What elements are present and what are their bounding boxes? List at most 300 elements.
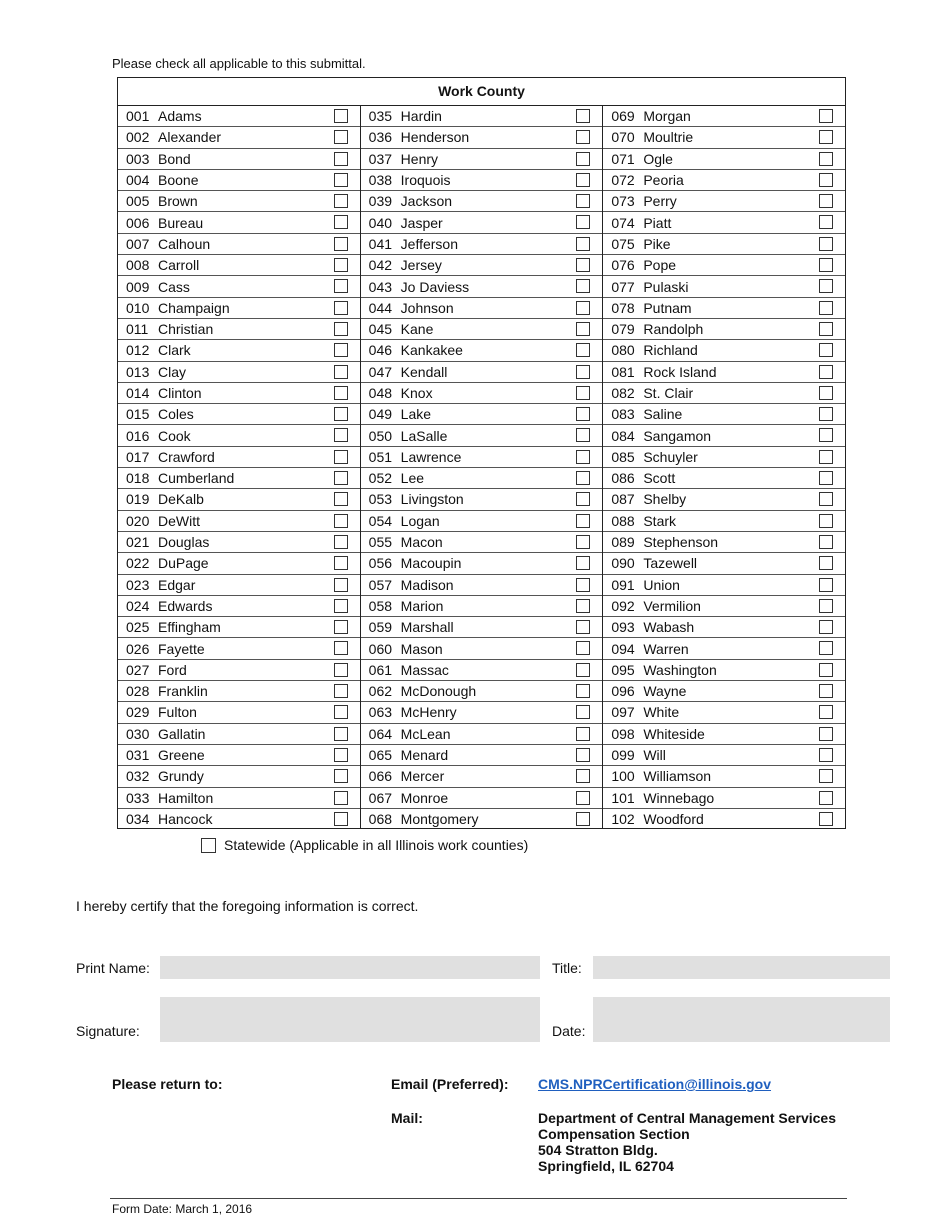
statewide-checkbox[interactable]	[201, 838, 216, 853]
county-checkbox[interactable]	[819, 791, 833, 805]
county-name: Putnam	[643, 299, 692, 316]
county-row	[118, 149, 360, 170]
county-name: Carroll	[158, 257, 200, 274]
county-row	[118, 106, 360, 127]
county-code: 064	[368, 725, 393, 742]
county-checkbox[interactable]	[334, 428, 348, 442]
county-code: 084	[611, 427, 635, 444]
county-name: Kane	[400, 321, 434, 338]
county-name: Gallatin	[158, 725, 206, 742]
county-checkbox[interactable]	[819, 407, 833, 421]
county-row	[361, 553, 603, 574]
county-code: 098	[611, 725, 635, 742]
county-row	[118, 553, 360, 574]
county-name: Woodford	[643, 810, 704, 827]
county-checkbox[interactable]	[576, 791, 590, 805]
county-checkbox[interactable]	[576, 663, 590, 677]
county-code: 028	[126, 683, 150, 700]
county-row	[118, 404, 360, 425]
county-row	[603, 170, 845, 191]
county-checkbox[interactable]	[819, 343, 833, 357]
county-checkbox[interactable]	[576, 812, 590, 826]
county-name: Grundy	[158, 768, 204, 785]
county-name: Rock Island	[643, 363, 717, 380]
county-checkbox[interactable]	[576, 428, 590, 442]
county-name: Pope	[643, 257, 677, 274]
county-row	[603, 149, 845, 170]
county-name: Clinton	[158, 385, 202, 401]
county-checkbox[interactable]	[334, 705, 348, 719]
county-name: Shelby	[643, 491, 687, 508]
county-name: Champaign	[158, 299, 230, 316]
county-checkbox[interactable]	[576, 471, 590, 485]
county-code: 035	[368, 108, 393, 125]
county-name: Stephenson	[643, 534, 719, 551]
county-name: Brown	[158, 193, 198, 210]
county-checkbox[interactable]	[576, 322, 590, 336]
email-label: Email (Preferred):	[391, 1076, 509, 1092]
county-checkbox[interactable]	[576, 599, 590, 613]
county-name: Pulaski	[643, 278, 689, 295]
county-row	[361, 702, 603, 723]
county-row	[361, 724, 603, 745]
statewide-option[interactable]	[201, 837, 528, 853]
county-checkbox[interactable]	[576, 769, 590, 783]
county-row	[118, 234, 360, 255]
county-code: 051	[368, 448, 393, 465]
county-checkbox[interactable]	[819, 130, 833, 144]
county-checkbox[interactable]	[819, 194, 833, 208]
county-row	[603, 255, 845, 276]
county-checkbox[interactable]	[819, 769, 833, 783]
county-row	[118, 276, 360, 297]
county-name: Madison	[400, 576, 454, 593]
county-row	[361, 425, 603, 446]
county-name: Lawrence	[400, 448, 462, 465]
county-checkbox[interactable]	[576, 215, 590, 229]
county-name: Logan	[400, 512, 440, 529]
county-name: Will	[643, 747, 666, 764]
county-row	[603, 681, 845, 702]
county-checkbox[interactable]	[819, 492, 833, 506]
county-row	[118, 447, 360, 468]
county-checkbox[interactable]	[334, 599, 348, 613]
county-code: 011	[126, 321, 149, 338]
county-name: Jersey	[400, 257, 442, 274]
county-checkbox[interactable]	[334, 727, 348, 741]
county-checkbox[interactable]	[576, 301, 590, 315]
county-checkbox[interactable]	[576, 641, 590, 655]
county-name: Wayne	[643, 683, 687, 700]
county-row	[118, 127, 360, 148]
county-row	[603, 766, 845, 787]
county-code: 048	[368, 385, 393, 401]
county-checkbox[interactable]	[334, 279, 348, 293]
county-checkbox[interactable]	[334, 301, 348, 315]
county-checkbox[interactable]	[819, 641, 833, 655]
county-code: 058	[368, 597, 393, 614]
county-checkbox[interactable]	[819, 663, 833, 677]
county-row	[118, 766, 360, 787]
county-row	[361, 788, 603, 809]
county-row	[603, 511, 845, 532]
county-name: Edwards	[158, 597, 213, 614]
county-checkbox[interactable]	[819, 279, 833, 293]
county-row	[118, 809, 360, 829]
county-checkbox[interactable]	[334, 492, 348, 506]
county-row	[118, 468, 360, 489]
county-checkbox[interactable]	[576, 727, 590, 741]
county-row	[603, 362, 845, 383]
county-checkbox[interactable]	[819, 215, 833, 229]
county-code: 043	[368, 278, 393, 295]
county-code: 063	[368, 704, 393, 721]
instruction-text: Please check all applicable to this submittal.	[112, 56, 366, 71]
county-checkbox[interactable]	[334, 556, 348, 570]
county-checkbox[interactable]	[334, 812, 348, 826]
county-checkbox[interactable]	[576, 684, 590, 698]
county-checkbox[interactable]	[576, 705, 590, 719]
county-checkbox[interactable]	[819, 684, 833, 698]
county-checkbox[interactable]	[819, 386, 833, 400]
county-code: 068	[368, 810, 393, 827]
county-name: Peoria	[643, 172, 684, 189]
county-checkbox[interactable]	[334, 450, 348, 464]
county-row	[603, 575, 845, 596]
county-name: Piatt	[643, 214, 672, 231]
county-row	[603, 319, 845, 340]
county-row	[361, 809, 603, 829]
county-checkbox[interactable]	[334, 663, 348, 677]
county-name: Union	[643, 576, 680, 593]
county-code: 019	[126, 491, 150, 508]
county-checkbox[interactable]	[819, 578, 833, 592]
county-code: 022	[126, 555, 150, 572]
county-row	[603, 489, 845, 510]
county-checkbox[interactable]	[576, 237, 590, 251]
county-row	[118, 383, 360, 404]
county-name: LaSalle	[400, 427, 448, 444]
county-code: 015	[126, 406, 150, 423]
county-row	[361, 106, 603, 127]
county-checkbox[interactable]	[334, 748, 348, 762]
county-checkbox[interactable]	[576, 365, 590, 379]
county-name: Bond	[158, 150, 191, 167]
county-row	[603, 276, 845, 297]
county-checkbox[interactable]	[334, 535, 348, 549]
county-checkbox[interactable]	[334, 641, 348, 655]
county-row	[118, 681, 360, 702]
county-checkbox[interactable]	[334, 769, 348, 783]
county-checkbox[interactable]	[819, 152, 833, 166]
county-checkbox[interactable]	[819, 514, 833, 528]
county-name: Richland	[643, 342, 698, 359]
county-code: 038	[368, 172, 393, 189]
county-checkbox[interactable]	[334, 471, 348, 485]
county-name: DeWitt	[158, 512, 200, 529]
county-name: Massac	[400, 661, 449, 678]
county-code: 078	[611, 299, 635, 316]
county-checkbox[interactable]	[576, 620, 590, 634]
county-row	[361, 234, 603, 255]
county-checkbox[interactable]	[334, 684, 348, 698]
county-code: 036	[368, 129, 393, 146]
county-row	[361, 362, 603, 383]
county-checkbox[interactable]	[334, 343, 348, 357]
county-checkbox[interactable]	[334, 258, 348, 272]
county-checkbox[interactable]	[576, 152, 590, 166]
county-code: 007	[126, 235, 150, 252]
county-code: 013	[126, 363, 150, 380]
county-code: 016	[126, 427, 150, 444]
county-checkbox[interactable]	[819, 301, 833, 315]
county-row	[603, 617, 845, 638]
county-row	[361, 575, 603, 596]
county-checkbox[interactable]	[576, 514, 590, 528]
county-code: 070	[611, 129, 635, 146]
county-row	[603, 340, 845, 361]
county-checkbox[interactable]	[819, 556, 833, 570]
county-row	[603, 702, 845, 723]
county-code: 076	[611, 257, 635, 274]
county-code: 045	[368, 321, 393, 338]
county-code: 030	[126, 725, 150, 742]
county-code: 075	[611, 235, 635, 252]
county-checkbox[interactable]	[819, 471, 833, 485]
county-code: 053	[368, 491, 393, 508]
county-row	[118, 255, 360, 276]
county-checkbox[interactable]	[576, 556, 590, 570]
county-checkbox[interactable]	[334, 578, 348, 592]
county-code: 037	[368, 150, 393, 167]
county-code: 061	[368, 661, 393, 678]
print-name-field[interactable]	[160, 956, 540, 979]
county-row	[603, 660, 845, 681]
county-row	[603, 745, 845, 766]
county-code: 077	[611, 278, 635, 295]
county-code: 033	[126, 789, 150, 806]
county-code: 008	[126, 257, 150, 274]
county-row	[603, 724, 845, 745]
county-code: 082	[611, 385, 635, 401]
county-name: Kendall	[400, 363, 448, 380]
county-checkbox[interactable]	[819, 812, 833, 826]
county-name: McDonough	[400, 683, 477, 700]
county-checkbox[interactable]	[576, 173, 590, 187]
county-name: Henderson	[400, 129, 470, 146]
county-code: 014	[126, 385, 150, 401]
county-name: Jo Daviess	[400, 278, 470, 295]
county-name: Cumberland	[158, 470, 235, 487]
county-row	[361, 617, 603, 638]
county-checkbox[interactable]	[819, 428, 833, 442]
county-row	[118, 702, 360, 723]
county-code: 018	[126, 470, 150, 487]
county-row	[603, 383, 845, 404]
county-code: 085	[611, 448, 635, 465]
county-row	[603, 425, 845, 446]
county-checkbox[interactable]	[819, 322, 833, 336]
county-checkbox[interactable]	[334, 322, 348, 336]
county-code: 087	[611, 491, 635, 508]
date-label: Date:	[552, 1023, 586, 1039]
county-checkbox[interactable]	[334, 407, 348, 421]
county-name: Menard	[400, 747, 449, 764]
print-name-label: Print Name:	[76, 960, 150, 976]
county-checkbox[interactable]	[334, 109, 348, 123]
county-name: Vermilion	[643, 597, 701, 614]
county-row	[361, 489, 603, 510]
county-name: Fulton	[158, 704, 197, 721]
county-checkbox[interactable]	[334, 173, 348, 187]
county-checkbox[interactable]	[576, 492, 590, 506]
county-code: 062	[368, 683, 393, 700]
county-checkbox[interactable]	[819, 365, 833, 379]
county-name: Stark	[643, 512, 677, 529]
county-row	[361, 745, 603, 766]
county-checkbox[interactable]	[819, 705, 833, 719]
county-name: Bureau	[158, 214, 204, 231]
county-row	[118, 724, 360, 745]
title-field[interactable]	[593, 956, 890, 979]
county-checkbox[interactable]	[334, 791, 348, 805]
certify-statement: I hereby certify that the foregoing information is correct.	[76, 898, 419, 914]
county-code: 021	[126, 534, 150, 551]
county-row	[361, 340, 603, 361]
county-code: 072	[611, 172, 635, 189]
county-row	[118, 638, 360, 659]
county-name: Moultrie	[643, 129, 694, 146]
county-name: Warren	[643, 640, 689, 657]
county-checkbox[interactable]	[334, 365, 348, 379]
county-name: Saline	[643, 406, 683, 423]
county-row	[603, 212, 845, 233]
county-name: Randolph	[643, 321, 704, 338]
county-name: Ford	[158, 661, 187, 678]
county-code: 025	[126, 619, 150, 636]
county-row	[361, 383, 603, 404]
county-checkbox[interactable]	[334, 215, 348, 229]
county-row	[118, 425, 360, 446]
county-name: Adams	[158, 108, 202, 125]
county-checkbox[interactable]	[334, 130, 348, 144]
county-checkbox[interactable]	[819, 173, 833, 187]
county-checkbox[interactable]	[819, 599, 833, 613]
county-row	[361, 532, 603, 553]
county-checkbox[interactable]	[819, 109, 833, 123]
county-code: 024	[126, 597, 150, 614]
county-column	[118, 106, 361, 829]
county-code: 097	[611, 704, 635, 721]
county-checkbox[interactable]	[819, 237, 833, 251]
county-checkbox[interactable]	[576, 748, 590, 762]
county-code: 023	[126, 576, 150, 593]
county-row	[361, 149, 603, 170]
county-checkbox[interactable]	[576, 194, 590, 208]
county-name: St. Clair	[643, 385, 694, 401]
county-checkbox[interactable]	[819, 258, 833, 272]
county-checkbox[interactable]	[334, 514, 348, 528]
county-code: 034	[126, 810, 150, 827]
county-checkbox[interactable]	[576, 279, 590, 293]
county-code: 092	[611, 597, 635, 614]
county-checkbox[interactable]	[576, 578, 590, 592]
county-name: Calhoun	[158, 235, 211, 252]
county-row	[603, 788, 845, 809]
county-checkbox[interactable]	[576, 109, 590, 123]
county-row	[361, 404, 603, 425]
county-name: Montgomery	[400, 810, 479, 827]
county-checkbox[interactable]	[576, 130, 590, 144]
county-checkbox[interactable]	[334, 620, 348, 634]
county-code: 006	[126, 214, 150, 231]
county-checkbox[interactable]	[334, 386, 348, 400]
county-row	[118, 788, 360, 809]
county-checkbox[interactable]	[334, 194, 348, 208]
county-code: 073	[611, 193, 635, 210]
county-checkbox[interactable]	[819, 748, 833, 762]
county-name: White	[643, 704, 680, 721]
email-link[interactable]: CMS.NPRCertification@illinois.gov	[538, 1076, 772, 1092]
date-field[interactable]	[593, 997, 890, 1042]
county-code: 088	[611, 512, 635, 529]
county-checkbox[interactable]	[334, 152, 348, 166]
county-row	[603, 127, 845, 148]
county-code: 100	[611, 768, 635, 785]
county-checkbox[interactable]	[576, 386, 590, 400]
county-row	[361, 212, 603, 233]
county-checkbox[interactable]	[819, 450, 833, 464]
table-title: Work County	[118, 78, 845, 106]
county-name: Johnson	[400, 299, 454, 316]
county-name: Livingston	[400, 491, 464, 508]
county-checkbox[interactable]	[576, 535, 590, 549]
county-code: 095	[611, 661, 635, 678]
county-name: Greene	[158, 747, 205, 764]
county-code: 081	[611, 363, 635, 380]
county-name: Alexander	[158, 129, 222, 146]
footer-divider	[110, 1198, 847, 1199]
county-code: 005	[126, 193, 150, 210]
signature-field[interactable]	[160, 997, 540, 1042]
county-checkbox[interactable]	[819, 727, 833, 741]
county-code: 066	[368, 768, 393, 785]
county-name: Boone	[158, 172, 199, 189]
county-checkbox[interactable]	[576, 407, 590, 421]
county-code: 009	[126, 278, 150, 295]
county-name: Mercer	[400, 768, 445, 785]
county-row	[118, 340, 360, 361]
county-checkbox[interactable]	[576, 450, 590, 464]
county-row	[603, 404, 845, 425]
return-label: Please return to:	[112, 1076, 223, 1092]
county-row	[361, 660, 603, 681]
county-name: Scott	[643, 470, 676, 487]
county-checkbox[interactable]	[334, 237, 348, 251]
county-checkbox[interactable]	[819, 535, 833, 549]
county-code: 049	[368, 406, 393, 423]
county-name: Hancock	[158, 810, 213, 827]
county-name: Williamson	[643, 768, 712, 785]
county-row	[118, 362, 360, 383]
county-code: 069	[611, 108, 635, 125]
county-checkbox[interactable]	[576, 343, 590, 357]
county-code: 031	[126, 747, 150, 764]
mailing-address	[538, 1110, 836, 1174]
county-checkbox[interactable]	[819, 620, 833, 634]
county-code: 039	[368, 193, 393, 210]
county-checkbox[interactable]	[576, 258, 590, 272]
